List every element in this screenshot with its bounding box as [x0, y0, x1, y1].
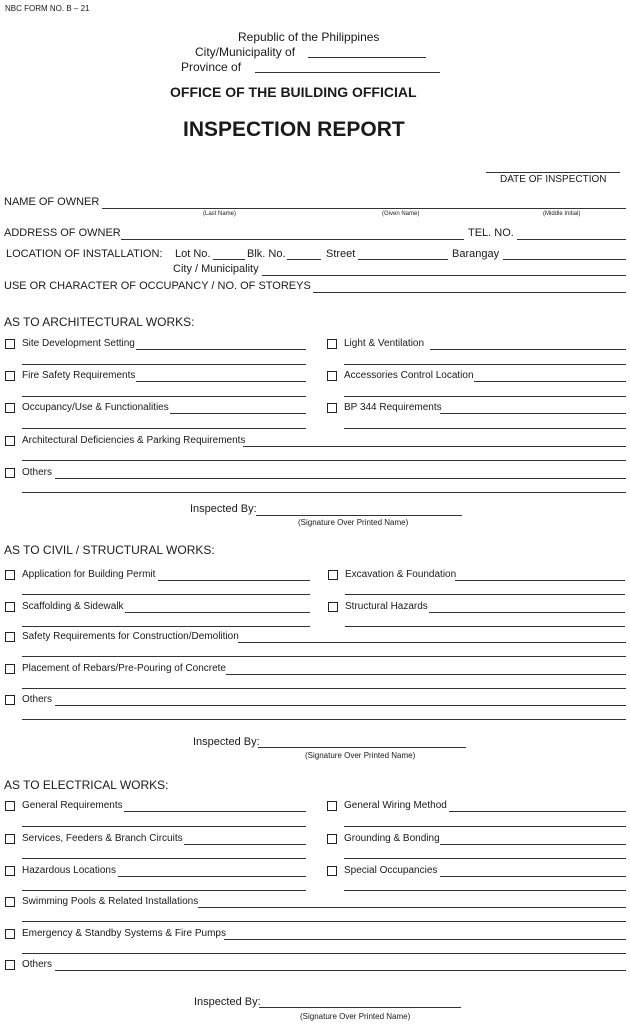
civil-signature-caption: (Signature Over Printed Name) [305, 751, 416, 760]
barangay-field[interactable] [503, 259, 626, 260]
excavation-foundation-label: Excavation & Foundation [345, 569, 457, 580]
province-field[interactable] [255, 72, 440, 73]
office-title: OFFICE OF THE BUILDING OFFICIAL [170, 84, 417, 100]
last-name-caption: (Last Name) [203, 211, 237, 217]
fire-safety-label: Fire Safety Requirements [22, 370, 136, 381]
site-development-field-2[interactable] [22, 364, 306, 365]
civil-heading: AS TO CIVIL / STRUCTURAL WORKS: [4, 543, 215, 557]
location-label: LOCATION OF INSTALLATION: [6, 248, 163, 260]
street-field[interactable] [358, 259, 448, 260]
form-number: NBC FORM NO. B – 21 [5, 4, 90, 13]
scaffolding-sidewalk-checkbox[interactable] [5, 602, 15, 612]
grounding-bonding-label: Grounding & Bonding [344, 833, 440, 844]
structural-hazards-field[interactable] [429, 612, 625, 613]
safety-requirements-field-2[interactable] [22, 656, 626, 657]
site-development-label: Site Development Setting [22, 338, 135, 349]
occupancy-use-field[interactable] [170, 413, 306, 414]
republic-label: Republic of the Philippines [238, 30, 380, 44]
lot-no-label: Lot No. [175, 248, 211, 260]
middle-initial-caption: (Middle Initial) [543, 211, 581, 217]
emergency-standby-checkbox[interactable] [5, 929, 15, 939]
accessories-control-field[interactable] [474, 381, 626, 382]
general-wiring-field[interactable] [449, 811, 626, 812]
general-requirements-checkbox[interactable] [5, 801, 15, 811]
architectural-heading: AS TO ARCHITECTURAL WORKS: [4, 315, 195, 329]
swimming-pools-field-2[interactable] [22, 921, 626, 922]
given-name-caption: (Given Name) [382, 211, 420, 217]
swimming-pools-checkbox[interactable] [5, 897, 15, 907]
excavation-foundation-checkbox[interactable] [328, 570, 338, 580]
electrical-others-field[interactable] [55, 970, 626, 971]
architectural-others-field[interactable] [55, 478, 626, 479]
structural-hazards-field-2[interactable] [345, 626, 625, 627]
emergency-standby-label: Emergency & Standby Systems & Fire Pumps [22, 928, 226, 939]
services-feeders-field[interactable] [184, 844, 306, 845]
safety-requirements-checkbox[interactable] [5, 632, 15, 642]
occupancy-use-field-2[interactable] [22, 428, 306, 429]
fire-safety-checkbox[interactable] [5, 371, 15, 381]
owner-address-label: ADDRESS OF OWNER [4, 227, 121, 239]
special-occupancies-field[interactable] [440, 876, 626, 877]
grounding-bonding-checkbox[interactable] [327, 834, 337, 844]
bp344-field[interactable] [440, 413, 626, 414]
emergency-standby-field-2[interactable] [22, 953, 626, 954]
grounding-bonding-field[interactable] [440, 844, 626, 845]
city-label: City/Municipality of [195, 45, 296, 59]
occupancy-use-label: Occupancy/Use & Functionalities [22, 402, 169, 413]
city-municipality-label: City / Municipality [173, 263, 259, 275]
street-label: Street [326, 248, 356, 260]
application-building-permit-checkbox[interactable] [5, 570, 15, 580]
civil-signature-field[interactable] [258, 747, 466, 748]
architectural-deficiencies-field-2[interactable] [22, 460, 626, 461]
tel-no-label: TEL. NO. [468, 227, 514, 239]
light-ventilation-field-2[interactable] [344, 364, 626, 365]
accessories-control-field-2[interactable] [344, 396, 626, 397]
fire-safety-field[interactable] [136, 381, 306, 382]
general-wiring-label: General Wiring Method [344, 800, 447, 811]
civil-inspected-by-label: Inspected By: [193, 736, 260, 748]
accessories-control-label: Accessories Control Location [344, 370, 474, 381]
city-field[interactable] [308, 57, 426, 58]
occupancy-field[interactable] [313, 292, 626, 293]
civil-others-label: Others [22, 694, 53, 705]
electrical-inspected-by-label: Inspected By: [194, 996, 261, 1008]
light-ventilation-label: Light & Ventilation [344, 338, 425, 349]
blk-no-field[interactable] [287, 259, 321, 260]
services-feeders-label: Services, Feeders & Branch Circuits [22, 833, 183, 844]
architectural-deficiencies-label: Architectural Deficiencies & Parking Requirements [22, 435, 246, 446]
date-of-inspection-label: DATE OF INSPECTION [500, 174, 607, 185]
hazardous-locations-field-2[interactable] [22, 890, 306, 891]
architectural-others-checkbox[interactable] [5, 468, 15, 478]
civil-others-field-2[interactable] [22, 719, 626, 720]
owner-name-field[interactable] [102, 208, 626, 209]
civil-others-field[interactable] [55, 705, 626, 706]
scaffolding-sidewalk-field-2[interactable] [22, 626, 310, 627]
excavation-foundation-field-2[interactable] [345, 594, 625, 595]
hazardous-locations-label: Hazardous Locations [22, 865, 116, 876]
accessories-control-checkbox[interactable] [327, 371, 337, 381]
light-ventilation-checkbox[interactable] [327, 339, 337, 349]
safety-requirements-field[interactable] [238, 642, 626, 643]
electrical-signature-caption: (Signature Over Printed Name) [300, 1012, 411, 1021]
scaffolding-sidewalk-field[interactable] [125, 612, 310, 613]
application-building-permit-field-2[interactable] [22, 594, 310, 595]
electrical-heading: AS TO ELECTRICAL WORKS: [4, 778, 169, 792]
bp344-field-2[interactable] [344, 428, 626, 429]
swimming-pools-label: Swimming Pools & Related Installations [22, 896, 199, 907]
architectural-signature-caption: (Signature Over Printed Name) [298, 518, 409, 527]
electrical-others-checkbox[interactable] [5, 960, 15, 970]
hazardous-locations-checkbox[interactable] [5, 866, 15, 876]
fire-safety-field-2[interactable] [22, 396, 306, 397]
owner-name-label: NAME OF OWNER [4, 196, 100, 208]
owner-address-field[interactable] [121, 239, 464, 240]
safety-requirements-label: Safety Requirements for Construction/Demolition [22, 631, 239, 642]
general-wiring-field-2[interactable] [344, 826, 626, 827]
light-ventilation-field[interactable] [430, 349, 626, 350]
date-of-inspection-field[interactable] [486, 172, 620, 173]
special-occupancies-label: Special Occupancies [344, 865, 438, 876]
placement-rebars-checkbox[interactable] [5, 664, 15, 674]
architectural-others-label: Others [22, 467, 53, 478]
barangay-label: Barangay [452, 248, 500, 260]
architectural-others-field-2[interactable] [22, 492, 626, 493]
application-building-permit-label: Application for Building Permit [22, 569, 156, 580]
lot-no-field[interactable] [213, 259, 245, 260]
application-building-permit-field[interactable] [158, 580, 310, 581]
occupancy-label: USE OR CHARACTER OF OCCUPANCY / NO. OF STOREYS [4, 280, 311, 292]
services-feeders-checkbox[interactable] [5, 834, 15, 844]
general-requirements-label: General Requirements [22, 800, 123, 811]
services-feeders-field-2[interactable] [22, 858, 306, 859]
blk-no-label: Blk. No. [247, 248, 286, 260]
page-title: INSPECTION REPORT [183, 118, 405, 141]
general-wiring-checkbox[interactable] [327, 801, 337, 811]
placement-rebars-label: Placement of Rebars/Pre-Pouring of Concrete [22, 663, 226, 674]
bp344-checkbox[interactable] [327, 403, 337, 413]
hazardous-locations-field[interactable] [118, 876, 306, 877]
architectural-deficiencies-field[interactable] [243, 446, 626, 447]
electrical-signature-field[interactable] [259, 1007, 461, 1008]
city-municipality-field[interactable] [262, 275, 626, 276]
architectural-signature-field[interactable] [256, 515, 462, 516]
site-development-field[interactable] [136, 349, 306, 350]
civil-others-checkbox[interactable] [5, 695, 15, 705]
architectural-inspected-by-label: Inspected By: [190, 503, 257, 515]
structural-hazards-checkbox[interactable] [328, 602, 338, 612]
general-requirements-field-2[interactable] [22, 826, 306, 827]
bp344-label: BP 344 Requirements [344, 402, 442, 413]
placement-rebars-field[interactable] [226, 674, 626, 675]
scaffolding-sidewalk-label: Scaffolding & Sidewalk [22, 601, 124, 612]
electrical-others-label: Others [22, 959, 53, 970]
structural-hazards-label: Structural Hazards [345, 601, 428, 612]
excavation-foundation-field[interactable] [455, 580, 625, 581]
tel-no-field[interactable] [517, 239, 626, 240]
special-occupancies-field-2[interactable] [344, 890, 626, 891]
site-development-checkbox[interactable] [5, 339, 15, 349]
swimming-pools-field[interactable] [198, 907, 626, 908]
placement-rebars-field-2[interactable] [22, 688, 626, 689]
architectural-deficiencies-checkbox[interactable] [5, 436, 15, 446]
emergency-standby-field[interactable] [224, 939, 626, 940]
province-label: Province of [181, 60, 242, 74]
special-occupancies-checkbox[interactable] [327, 866, 337, 876]
occupancy-use-checkbox[interactable] [5, 403, 15, 413]
grounding-bonding-field-2[interactable] [344, 858, 626, 859]
general-requirements-field[interactable] [124, 811, 306, 812]
